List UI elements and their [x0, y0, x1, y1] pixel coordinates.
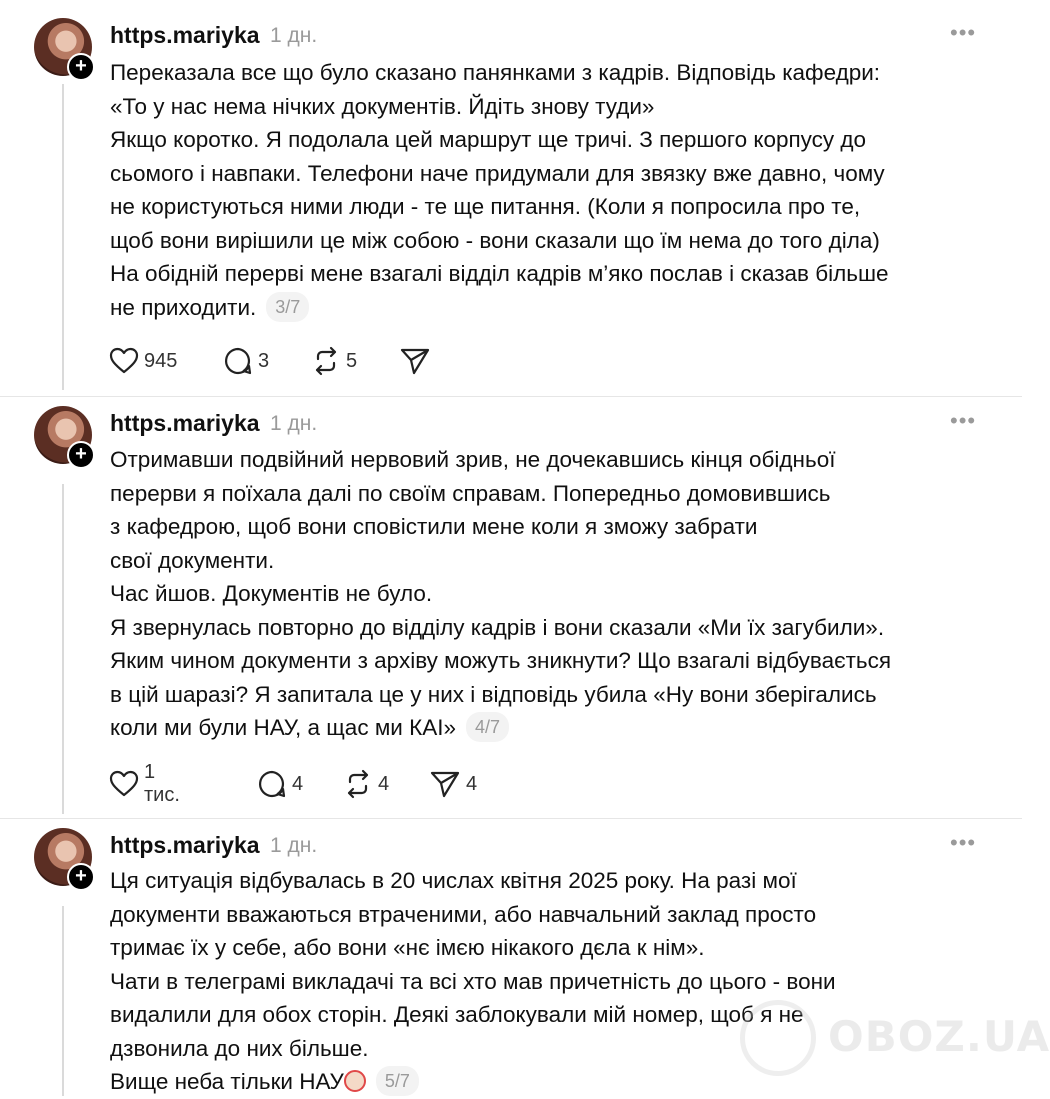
text-line: Отримавши подвійний нервовий зрив, не дочекавшись кінця обідньої [110, 447, 836, 472]
send-icon [400, 347, 430, 375]
comment-count: 3 [258, 349, 270, 372]
text-line: Переказала все що було сказано панянками з кадрів. Відповідь кафедри: [110, 60, 881, 85]
post-time: 1 дн. [270, 412, 318, 435]
follow-plus-icon[interactable]: + [67, 53, 95, 81]
watermark-text: OBOZ.UA [828, 1012, 1050, 1061]
username[interactable]: https.mariyka [110, 22, 260, 48]
text-line: Я звернулась повторно до відділу кадрів і вони сказали «Ми їх загубили». [110, 614, 885, 640]
text-line: Час йшов. Документів не було. [110, 581, 433, 606]
like-button[interactable] [110, 344, 177, 378]
repost-button[interactable] [344, 767, 389, 801]
text-line-last: Вище неба тільки НАУ [110, 1069, 344, 1094]
thread-line [62, 84, 64, 390]
thread-counter: 4/7 [466, 712, 509, 742]
text-line: «То у нас нема нічких документів. Йдіть знову туди» [110, 93, 655, 119]
more-options-icon[interactable]: ••• [950, 830, 977, 855]
thread-counter: 5/7 [376, 1066, 419, 1096]
share-button[interactable] [430, 767, 477, 801]
text-line: Яким чином документи з архіву можуть зникнути? Що взагалі відбувається [110, 648, 892, 673]
thread-line [62, 484, 64, 814]
repost-icon [312, 347, 340, 375]
comment-button[interactable] [258, 767, 303, 801]
text-line-last: коли ми були НАУ, а щас ми КАІ» [110, 715, 456, 740]
text-line: Якщо коротко. Я подолала цей маршрут ще тричі. З першого корпусу до [110, 127, 867, 152]
text-line: свої документи. [110, 547, 275, 573]
divider [0, 396, 1022, 397]
repost-button[interactable] [312, 344, 357, 378]
repost-count: 5 [346, 349, 358, 372]
text-line: видалили для обох сторін. Деякі заблокували мій номер, щоб я не [110, 1002, 804, 1027]
text-line: перерви я поїхала далі по своїм справам. Попередньо домовившись [110, 480, 831, 506]
like-button[interactable] [110, 761, 180, 806]
avatar[interactable] [34, 18, 92, 76]
send-icon [430, 770, 460, 798]
post-text [110, 443, 990, 745]
repost-icon [344, 770, 372, 798]
text-line: дзвонила до них більше. [110, 1035, 369, 1061]
comment-count: 4 [292, 772, 304, 795]
text-line: Чати в телеграмі викладачі та всі хто мав причетність до цього - вони [110, 968, 836, 994]
text-line [110, 711, 990, 745]
more-options-icon[interactable]: ••• [950, 408, 977, 433]
watermark [740, 1000, 1050, 1080]
username[interactable]: https.mariyka [110, 410, 260, 436]
text-line: тримає їх у себе, або вони «нє імєю нікакого дєла к нім». [110, 935, 705, 960]
like-count: 945 [144, 349, 178, 372]
username[interactable]: https.mariyka [110, 832, 260, 858]
repost-count: 4 [378, 772, 390, 795]
more-options-icon[interactable]: ••• [950, 20, 977, 45]
share-count: 4 [466, 772, 478, 795]
text-line: сьомого і навпаки. Телефони наче придумали для звязку вже давно, чому [110, 160, 885, 186]
watermark-logo-icon [740, 1000, 816, 1076]
text-line: Ця ситуація відбувалась в 20 числах квітня 2025 року. На разі мої [110, 868, 797, 893]
comment-icon [258, 770, 286, 798]
text-line [110, 291, 990, 325]
divider [0, 818, 1022, 819]
thread-counter: 3/7 [266, 292, 309, 322]
text-line: в цій шаразі? Я запитала це у них і відповідь убила «Ну вони зберігались [110, 681, 877, 707]
text-line: документи вважаються втраченими, або навчальний заклад просто [110, 901, 817, 927]
like-count: 1 тис. [144, 761, 180, 806]
avatar[interactable] [34, 406, 92, 464]
text-line: щоб вони вирішили це між собою - вони сказали що їм нема до того діла) [110, 227, 880, 253]
heart-icon [110, 348, 138, 374]
post-text [110, 56, 990, 324]
text-line: з кафедрою, щоб вони сповістили мене коли я зможу забрати [110, 514, 758, 539]
text-line-last: не приходити. [110, 294, 257, 320]
heart-icon [110, 771, 138, 797]
thread-line [62, 906, 64, 1096]
follow-plus-icon[interactable]: + [67, 863, 95, 891]
post-time: 1 дн. [270, 834, 318, 857]
comment-button[interactable] [224, 344, 269, 378]
avatar[interactable] [34, 828, 92, 886]
clown-face-icon [344, 1070, 366, 1092]
comment-icon [224, 347, 252, 375]
text-line: На обідній перерві мене взагалі відділ кадрів м’яко послав і сказав більше [110, 261, 889, 286]
follow-plus-icon[interactable]: + [67, 441, 95, 469]
post-time: 1 дн. [270, 24, 318, 47]
text-line: не користуються ними люди - те ще питання. (Коли я попросила про те, [110, 194, 861, 219]
share-button[interactable] [400, 344, 436, 378]
